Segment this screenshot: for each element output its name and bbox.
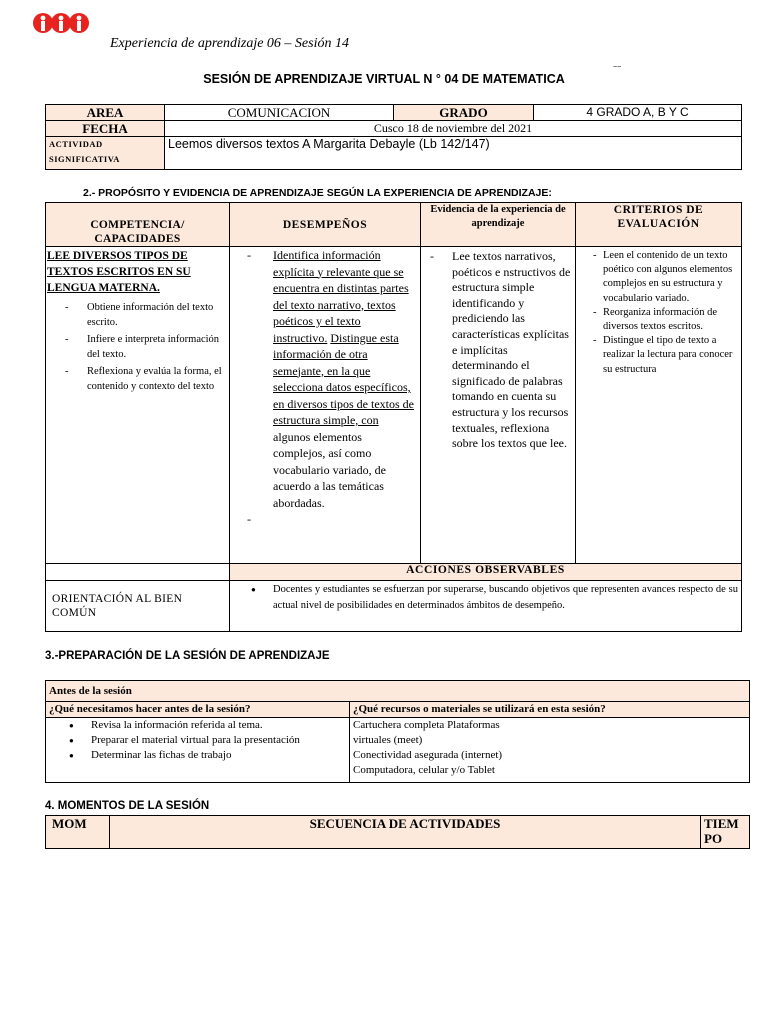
section2-title: 2.- PROPÓSITO Y EVIDENCIA DE APRENDIZAJE SEGÚN LA EXPERIENCIA DE APRENDIZAJE:	[83, 187, 552, 199]
col-mom: MOM	[46, 816, 110, 849]
enfoque-cell: ORIENTACIÓN AL BIEN COMÚN	[46, 581, 230, 632]
resource-item: Computadora, celular y/o Tablet	[353, 764, 495, 776]
acciones-empty-cell	[46, 564, 230, 581]
capacidad-item: - Reflexiona y evalúa la forma, el contenido y contexto del texto	[49, 364, 226, 394]
actividad-label-line1: ACTIVIDAD	[49, 139, 103, 149]
section4-title: 4. MOMENTOS DE LA SESIÓN	[45, 800, 210, 812]
header-criterios: CRITERIOS DE EVALUACIÓN	[576, 203, 742, 247]
tasks-list	[49, 718, 346, 763]
question-1: ¿Qué necesitamos hacer antes de la sesión?	[46, 702, 350, 718]
criterio-item: - Leen el contenido de un texto poético con algunos elementos complejos en su estructura y vocabulario variado.	[579, 249, 738, 306]
page-title: SESIÓN DE APRENDIZAJE VIRTUAL N ° 04 DE MATEMATICA	[203, 72, 565, 86]
section3-title: 3.-PREPARACIÓN DE LA SESIÓN DE APRENDIZAJE	[45, 650, 330, 662]
criterios-cell	[576, 247, 742, 564]
desempeno-empty-dash: -	[247, 512, 251, 526]
area-value: COMUNICACION	[165, 105, 394, 121]
competencia-title: LEE DIVERSOS TIPOS DE TEXTOS ESCRITOS EN SU LENGUA MATERNA.	[47, 250, 191, 294]
preparation-table	[45, 680, 750, 783]
criterios-list	[579, 249, 738, 377]
task-item: ● Revisa la información referida al tema.	[49, 718, 346, 733]
desempeno-rest: algunos elementos complejos, así como vocabulario variado, de acuerdo a las temáticas abordadas.	[273, 429, 386, 510]
criterio-item: - Distingue el tipo de texto a realizar la lectura para conocer su estructura	[579, 334, 738, 377]
capacidades-list	[49, 300, 226, 394]
col-secuencia: SECUENCIA DE ACTIVIDADES	[110, 816, 701, 849]
criterio-item: - Reorganiza información de diversos textos escritos.	[579, 306, 738, 334]
desempeno-text	[233, 247, 417, 511]
header-evidencia: Evidencia de la experiencia de aprendizaje	[421, 203, 576, 247]
evidencia-text: - Lee textos narrativos, poéticos e nstructivos de estructura simple identificando y prediciendo las características explícitas e implícitas determinando el significado de palabras tomando en cuenta su estructura y los recursos textuales, reflexiona sobre los textos que lee.	[424, 249, 572, 452]
actividad-label	[46, 137, 165, 170]
task-item: ● Preparar el material virtual para la presentación	[49, 733, 346, 748]
purpose-table	[45, 202, 742, 632]
moments-table	[45, 815, 750, 849]
grado-label: GRADO	[394, 105, 534, 121]
competencia-cell	[46, 247, 230, 564]
acciones-cell	[230, 581, 742, 632]
desempeno-underlined-1: Identifica información explícita y relevante que se encuentra en distintas partes del texto narrativo, textos poéticos y el texto instructivo.	[273, 248, 409, 345]
actividad-label-line2: SIGNIFICATIVA	[49, 154, 120, 164]
resources-cell	[350, 718, 750, 783]
header-desempenos: DESEMPEÑOS	[230, 203, 421, 247]
task-item: ● Determinar las fichas de trabajo	[49, 748, 346, 763]
fecha-value: Cusco 18 de noviembre del 2021	[165, 121, 742, 137]
header-competencia: COMPETENCIA/ CAPACIDADES	[46, 203, 230, 247]
experience-subtitle: Experiencia de aprendizaje 06 – Sesión 14	[110, 36, 349, 51]
desempenos-cell	[230, 247, 421, 564]
evidencia-cell	[421, 247, 576, 564]
grado-value: 4 GRADO A, B Y C	[534, 105, 742, 121]
question-2: ¿Qué recursos o materiales se utilizará en esta sesión?	[350, 702, 750, 718]
fecha-label: FECHA	[46, 121, 165, 137]
capacidad-item: - Obtiene información del texto escrito.	[49, 300, 226, 330]
tiny-mark: ~~	[613, 64, 622, 71]
general-info-table	[45, 104, 742, 170]
capacidad-item: - Infiere e interpreta información del texto.	[49, 332, 226, 362]
resource-item: Cartuchera completa Plataformas virtuales (meet)	[353, 719, 500, 746]
antes-label: Antes de la sesión	[46, 681, 750, 702]
area-label: AREA	[46, 105, 165, 121]
resource-item: Conectividad asegurada (internet)	[353, 749, 503, 761]
actividad-value: Leemos diversos textos A Margarita Debayle (Lb 142/147)	[165, 137, 742, 170]
acciones-title: ACCIONES OBSERVABLES	[230, 564, 742, 581]
desempeno-underlined-2: Distingue esta información de otra semejante, en la que selecciona datos específicos, en diversos tipos de textos de estructura simple, con	[273, 330, 414, 427]
institution-logo	[33, 10, 89, 36]
tasks-cell	[46, 718, 350, 783]
col-tiempo: TIEM PO	[701, 816, 750, 849]
acciones-text: ● Docentes y estudiantes se esfuerzan por superarse, buscando objetivos que representen avances respecto de su actual nivel de posibilidades en determinados ámbitos de desempeño.	[233, 582, 738, 613]
